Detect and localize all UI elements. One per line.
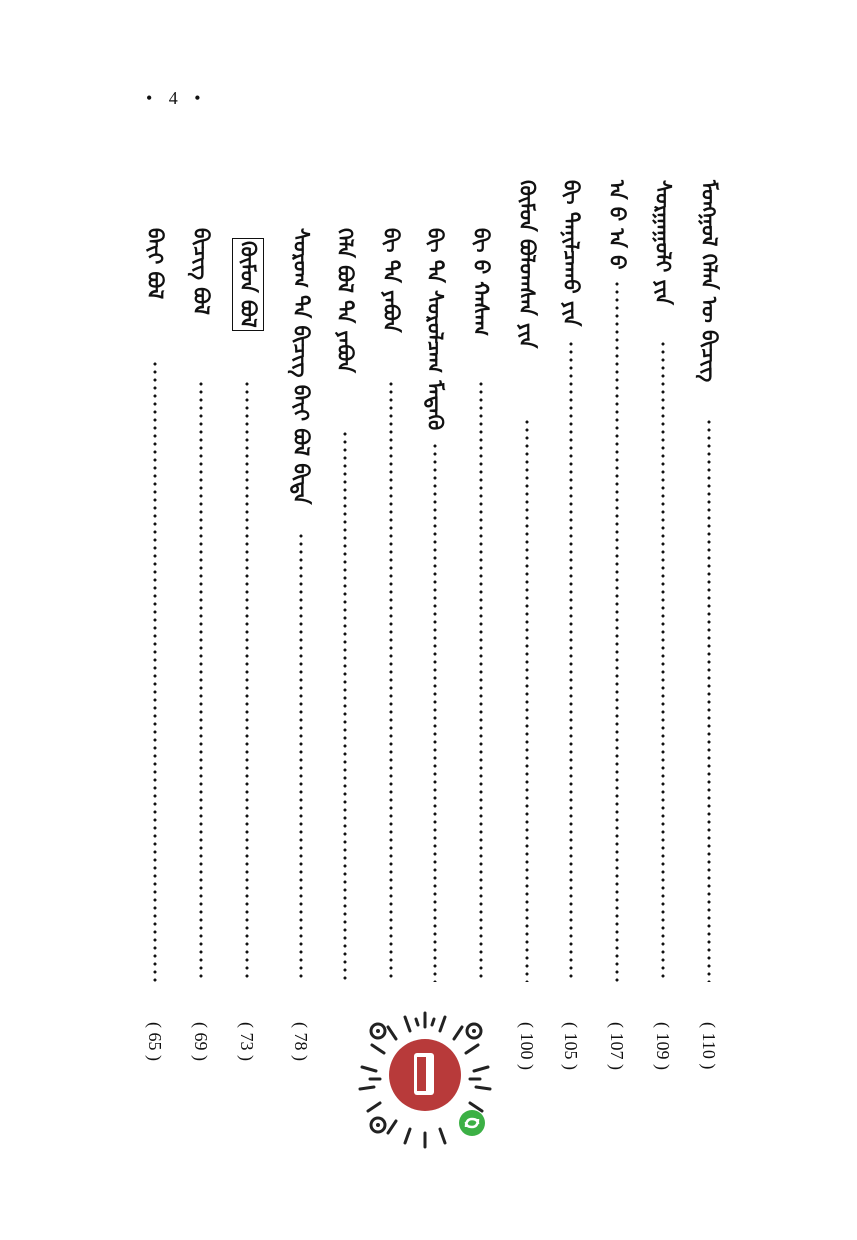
toc-leader-dots <box>707 418 711 982</box>
toc-page-number: ( 109 ) <box>653 1022 673 1070</box>
toc-entry[interactable] <box>232 180 262 1100</box>
toc-page-number: ( 78 ) <box>291 1022 311 1061</box>
toc-leader-dots <box>199 380 203 982</box>
toc-leader-dots <box>389 380 393 982</box>
toc-page-number: ( 110 ) <box>699 1022 719 1070</box>
toc-entry[interactable] <box>648 180 678 1100</box>
mini-program-qr-icon[interactable] <box>350 1005 500 1155</box>
toc-entry[interactable] <box>286 180 316 1100</box>
toc-entry-title: ᠪᠢ ᠲᠠᠨᠢᠯᠴᠠᠬᠤ ᠶᠢᠨ <box>559 180 584 327</box>
toc-entry[interactable] <box>556 180 586 1100</box>
toc-leader-dots <box>661 340 665 982</box>
toc-leader-dots <box>433 442 437 982</box>
toc-entry[interactable] <box>186 180 216 1100</box>
toc-entry-title: ᠬᠦᠮᠦᠨ ᠪᠣᠯ <box>232 238 264 331</box>
toc-entry[interactable] <box>330 180 360 1100</box>
toc-entry-title: ᠰᠤᠷᠤᠭ ᠲᠠ ᠪᠢᠴᠢᠭ ᠪᠠᠶ᠋ᠢ ᠪᠣᠯ ᠪᠢᠳᠡ <box>289 228 314 505</box>
toc-entry-title: ᠠ ᠪ ᠠ ᠪ <box>605 180 630 270</box>
toc-leader-dots <box>615 280 619 982</box>
toc-entry-title: ᠪᠠᠶ᠋ᠢ ᠪᠣᠯ <box>143 228 168 300</box>
toc-leader-dots <box>479 380 483 982</box>
toc-page-number: ( 105 ) <box>561 1022 581 1070</box>
toc-entry-title: ᠪᠢ ᠲᠠ ᠰᠤᠷᠤᠯᠴᠠᠭ ᠮᠡᠳᠡᠬᠦ <box>423 228 448 431</box>
toc-page-number: ( 73 ) <box>237 1022 257 1061</box>
toc-entry[interactable] <box>376 180 406 1100</box>
toc-entry-title: ᠪᠢᠴᠢᠭ ᠪᠣᠯ <box>189 228 214 315</box>
toc-entry[interactable] <box>140 180 170 1100</box>
toc-leader-dots <box>569 340 573 982</box>
toc-entry[interactable] <box>420 180 450 1100</box>
toc-leader-dots <box>343 430 347 982</box>
toc-page-number: ( 100 ) <box>517 1022 537 1070</box>
toc-entry-title: ᠬᠡᠯᠡ ᠪᠣᠯ ᠲᠠ ᠶᠠᠪᠤᠨ <box>333 228 358 373</box>
toc-page-number: ( 65 ) <box>145 1022 165 1061</box>
toc-entry-title: ᠮᠣᠩᠭᠣᠯ ᠬᠡᠯᠡᠨ ᠦ ᠪᠢᠴᠢᠭ <box>697 180 722 383</box>
toc-page-number: ( 107 ) <box>607 1022 627 1070</box>
toc-entry-title: ᠬᠦᠮᠦᠨ ᠪᠣᠯᠤᠭᠰᠠᠨ ᠶᠢᠨ <box>515 180 540 349</box>
toc-leader-dots <box>153 360 157 982</box>
toc-leader-dots <box>525 418 529 982</box>
page-number: • 4 • <box>146 88 207 108</box>
toc-entry-title: ᠪᠢ ᠲᠠ ᠶᠠᠪᠤᠨ <box>379 228 404 333</box>
toc-entry[interactable] <box>512 180 542 1100</box>
toc-leader-dots <box>245 380 249 982</box>
toc-entry[interactable] <box>466 180 496 1100</box>
toc-entry-title: ᠪᠢ ᠪ ᠬᠠᠰᠠᠭ <box>469 228 494 337</box>
toc-entry[interactable] <box>694 180 724 1100</box>
toc-entry-title: ᠰᠤᠷᠭᠠᠭᠤᠯᠢ ᠶᠢᠨ <box>651 180 676 305</box>
toc-page-number: ( 69 ) <box>191 1022 211 1061</box>
toc-entry[interactable] <box>602 180 632 1100</box>
toc-leader-dots <box>299 532 303 982</box>
